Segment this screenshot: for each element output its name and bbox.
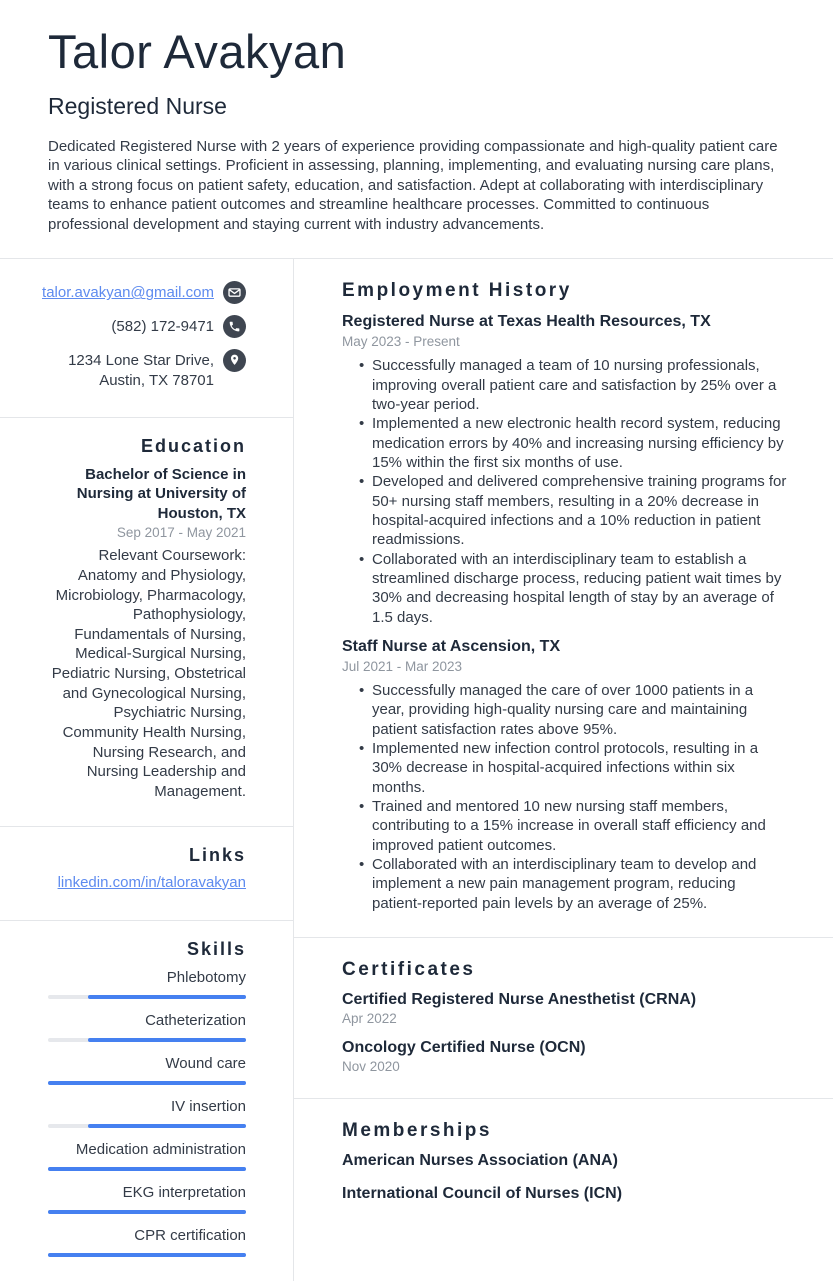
skill-label: CPR certification [134,1226,246,1244]
linkedin-link[interactable]: linkedin.com/in/taloravakyan [57,873,246,891]
profile-summary: Dedicated Registered Nurse with 2 years of experience providing compassionate and high-quality patient care in various clinical settings. Proficient in assessing, planning, implementing, and evaluating nursing care plans, with a strong focus on patient safety, education, and satisfaction. Adept at collaborating with interdisciplinary teams to enhance patient outcomes and streamline healthcare processes. Committed to continuous professional development and staying current with industry advancements. [48,137,778,233]
job-entry [342,637,789,913]
skill-bar-fill [88,1124,246,1128]
memberships-section [294,1098,833,1227]
skill-bar-track [48,1210,246,1214]
links-heading: Links [188,844,246,865]
skill-bar-fill [48,1081,246,1085]
links-list [48,874,246,892]
certificates-heading: Certificates [342,959,476,981]
bullet-item: • Collaborated with an interdisciplinary team to develop and implement a new pain management program, reducing patient-reported pain levels by an average of 25%. [359,855,789,913]
skill-item [48,1227,246,1257]
phone-icon [223,315,246,338]
certificate-date: Nov 2020 [342,1059,400,1075]
skill-label: Catheterization [145,1011,246,1029]
contact-section [0,259,293,417]
skill-label: EKG interpretation [122,1183,246,1201]
postal-address: 1234 Lone Star Drive, Austin, TX 78701 [68,352,214,389]
education-description: Relevant Coursework: Anatomy and Physiology, Microbiology, Pharmacology, Pathophysiology, Fundamentals of Nursing, Medical-Surgical Nursing, Pediatric Nursing, Obstetrical and Gynecological Nursing, Psychiatric Nursing, Community Health Nursing, Nursing Research, and Nursing Leadership and Management. [51,547,246,800]
job-title: Registered Nurse at Texas Health Resources, TX [342,313,711,331]
skill-item [48,1055,246,1085]
certificate-item [342,991,789,1026]
contact-row-address [48,349,246,391]
contact-row-phone [48,315,246,338]
skill-bar-track [48,1253,246,1257]
person-job-title: Registered Nurse [48,92,227,119]
skill-bar-fill [48,1253,246,1257]
certificate-item [342,1039,789,1074]
skill-bar-track [48,1081,246,1085]
skill-item [48,1098,246,1128]
employment-section [294,259,833,937]
education-section [0,417,293,826]
certificates-section [294,937,833,1098]
certificate-name: Certified Registered Nurse Anesthetist (CRNA) [342,991,697,1009]
skill-bar-track [48,1167,246,1171]
skill-bar-fill [88,995,246,999]
skills-list [48,969,246,1257]
skills-section [0,920,293,1281]
job-dates: Jul 2021 - Mar 2023 [342,659,463,674]
skill-item [48,969,246,999]
bullet-item: • Implemented new infection control protocols, resulting in a 30% decrease in hospital-acquired infections within six months. [359,739,789,797]
phone-number: (582) 172-9471 [111,318,214,336]
main-column [294,259,833,1280]
skill-label: IV insertion [170,1097,246,1115]
skills-heading: Skills [186,938,246,959]
job-title: Staff Nurse at Ascension, TX [342,638,561,655]
skill-label: Wound care [165,1054,246,1072]
bullet-item: • Successfully managed a team of 10 nursing professionals, improving overall patient care and satisfaction by 25% over a two-year period. [359,356,789,414]
skill-item [48,1012,246,1042]
education-degree: Bachelor of Science in Nursing at University of Houston, TX [76,465,246,522]
resume-body [0,258,833,1280]
membership-item: International Council of Nurses (ICN) [342,1185,623,1203]
email-link[interactable]: talor.avakyan@gmail.com [42,284,214,302]
skill-label: Medication administration [75,1140,246,1158]
skill-bar-track [48,995,246,999]
memberships-list [342,1152,789,1203]
job-bullets [359,681,789,913]
bullet-item: • Collaborated with an interdisciplinary team to establish a streamlined discharge process, reducing patient wait times by 30% and decreasing hospital length of stay by an average of 1.5 days. [359,550,789,627]
certificate-name: Oncology Certified Nurse (OCN) [342,1039,586,1057]
employment-heading: Employment History [342,280,572,302]
bullet-item: • Successfully managed the care of over 1000 patients in a year, providing high-quality nursing care and maintaining patient satisfaction rates above 95%. [359,681,789,739]
skill-bar-fill [48,1210,246,1214]
jobs-list [342,312,789,913]
email-icon [223,281,246,304]
sidebar [0,259,294,1280]
resume-header [0,0,833,258]
bullet-item: • Implemented a new electronic health record system, reducing medication errors by 40% and increasing nursing efficiency by 15% within the first six months of use. [359,414,789,472]
certificates-list [342,991,789,1074]
skill-label: Phlebotomy [166,968,246,986]
bullet-item: • Developed and delivered comprehensive training programs for 50+ nursing staff members, resulting in a 20% decrease in hospital-acquired infections and a 10% reduction in patient readmissions. [359,472,789,549]
skill-item [48,1184,246,1214]
skill-item [48,1141,246,1171]
certificate-date: Apr 2022 [342,1011,397,1027]
job-entry [342,312,789,627]
education-heading: Education [140,435,246,456]
job-dates: May 2023 - Present [342,334,460,350]
memberships-heading: Memberships [342,1120,492,1142]
job-bullets [359,356,789,627]
skill-bar-fill [48,1167,246,1171]
person-name: Talor Avakyan [48,25,347,78]
contact-row-email [42,281,246,304]
location-icon [223,349,246,372]
education-dates: Sep 2017 - May 2021 [116,525,246,541]
skill-bar-track [48,1038,246,1042]
skill-bar-track [48,1124,246,1128]
skill-bar-fill [88,1038,246,1042]
bullet-item: • Trained and mentored 10 new nursing staff members, contributing to a 15% increase in overall staff efficiency and improved patient outcomes. [359,797,789,855]
membership-item: American Nurses Association (ANA) [342,1152,618,1170]
links-section [0,826,293,920]
